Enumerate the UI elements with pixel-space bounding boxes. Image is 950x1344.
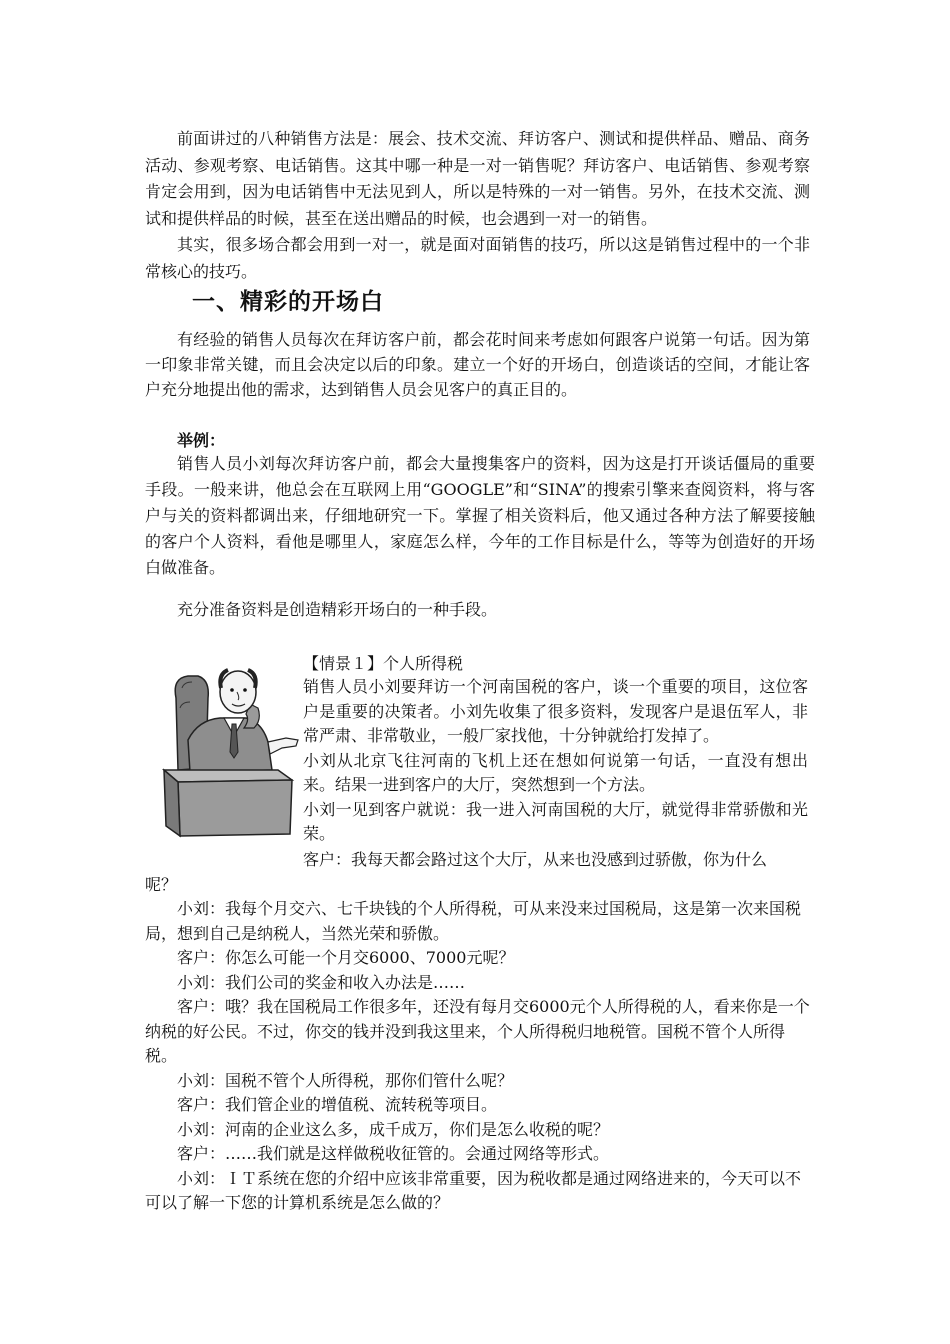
dialog-line: 客户：我们管企业的增值税、流转税等项目。 (177, 1095, 498, 1114)
dialog-line: 客户：我每天都会路过这个大厅，从来也没感到过骄傲，你为什么 (303, 850, 768, 869)
dialog-line: 客户：……我们就是这样做税收征管的。会通过网络等形式。 (177, 1144, 610, 1163)
dialog-line: 客户：哦？我在国税局工作很多年，还没有每月交6000元个人所得税的人，看来你是一个纳税的好公民。不过，你交的钱并没到我这里来，个人所得税归地税管。国税不管个人所得税。 (145, 997, 810, 1065)
section-heading: 一、精彩的开场白 (192, 289, 384, 315)
dialog-line: 小刘：ＩＴ系统在您的介绍中应该非常重要，因为税收都是通过网络进来的，今天可以不可以了解一下您的计算机系统是怎么做的？ (145, 1168, 802, 1212)
dialog-line: 小刘：我每个月交六、七千块钱的个人所得税，可从来没来过国税局，这是第一次来国税局，想到自己是纳税人，当然光荣和骄傲。 (145, 899, 802, 943)
summary-line: 充分准备资料是创造精彩开场白的一种手段。 (177, 600, 498, 619)
dialog-line: 呢？ (145, 874, 178, 894)
example-label: 举例： (177, 431, 226, 450)
section-paragraph: 有经验的销售人员每次在拜访客户前，都会花时间来考虑如何跟客户说第一句话。因为第一印象非常关键，而且会决定以后的印象。建立一个好的开场白，创造谈话的空间，才能让客户充分地提出他的需求，达到销售人员会见客户的真正目的。 (145, 330, 810, 399)
intro-section (145, 126, 810, 285)
dialog-line: 小刘：国税不管个人所得税，那你们管什么呢？ (177, 1070, 514, 1090)
scene-body (303, 675, 808, 847)
scene-line: 小刘一见到客户就说：我一进入河南国税的大厅，就觉得非常骄傲和光荣。 (303, 799, 808, 843)
scene-line: 小刘从北京飞往河南的飞机上还在想如何说第一句话，一直没有想出来。结果一进到客户的大厅，突然想到一个方法。 (303, 750, 808, 794)
dialog-line: 客户：你怎么可能一个月交6000、7000元呢？ (177, 948, 515, 967)
intro-paragraph-2: 其实，很多场合都会用到一对一，就是面对面销售的技巧，所以这是销售过程中的一个非常核心的技巧。 (145, 235, 810, 281)
dialog-line: 小刘：河南的企业这么多，成千成万，你们是怎么收税的呢？ (177, 1119, 610, 1139)
dialog-line: 小刘：我们公司的奖金和收入办法是…… (177, 972, 466, 992)
scene-line: 销售人员小刘要拜访一个河南国税的客户，谈一个重要的项目，这位客户是重要的决策者。小刘先收集了很多资料，发现客户是退伍军人，非常严肃、非常敬业，一般厂家找他，十分钟就给打发掉了。 (303, 677, 808, 745)
businessman-illustration (158, 658, 303, 843)
dialog-section (145, 848, 810, 1216)
scene-title: 【情景１】个人所得税 (303, 654, 464, 673)
example-body: 销售人员小刘每次拜访客户前，都会大量搜集客户的资料，因为这是打开谈话僵局的重要手段。一般来讲，他总会在互联网上用“GOOGLE”和“SINA”的搜索引擎来查阅资料，将与客户与关的资料都调出来，仔细地研究一下。掌握了相关资料后，他又通过各种方法了解要接触的客户个人资料，看他是哪里人，家庭怎么样，今年的工作目标是什么，等等为创造好的开场白做准备。 (145, 454, 815, 577)
intro-paragraph-1: 前面讲过的八种销售方法是：展会、技术交流、拜访客户、测试和提供样品、赠品、商务活动、参观考察、电话销售。这其中哪一种是一对一销售呢？拜访客户、电话销售、参观考察肯定会用到，因为电话销售中无法见到人，所以是特殊的一对一销售。另外，在技术交流、测试和提供样品的时候，甚至在送出赠品的时候，也会遇到一对一的销售。 (145, 129, 810, 228)
